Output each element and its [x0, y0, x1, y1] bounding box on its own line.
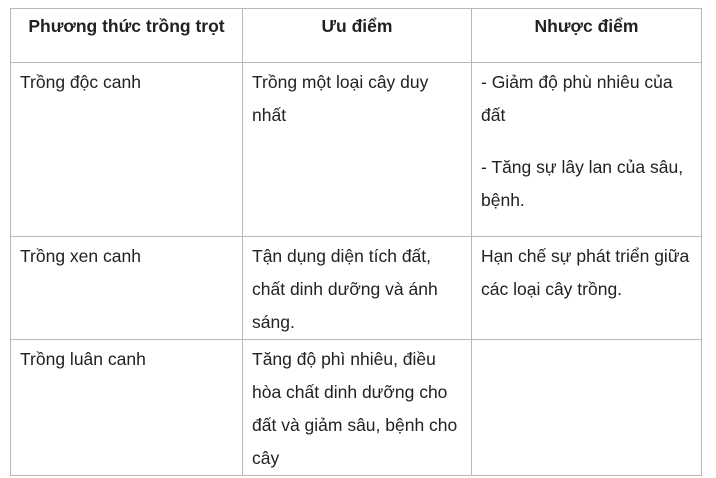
disadvantage-cell [472, 237, 702, 340]
method-cell: Trồng luân canh [11, 340, 243, 476]
table-row [11, 63, 702, 237]
disadvantage-item: Hạn chế sự phát triển giữa các loại cây trồng. [481, 246, 690, 299]
method-cell: Trồng độc canh [11, 63, 243, 237]
advantage-cell: Tận dụng diện tích đất, chất dinh dưỡng và ánh sáng. [243, 237, 472, 340]
header-row [11, 9, 702, 63]
comparison-table [10, 8, 702, 476]
table-row [11, 340, 702, 476]
disadvantage-item: - Giảm độ phù nhiêu của đất [481, 72, 673, 125]
advantage-cell: Trồng một loại cây duy nhất [243, 63, 472, 237]
header-method: Phương thức trồng trọt [11, 9, 243, 63]
header-advantage: Ưu điểm [243, 9, 472, 63]
header-disadvantage: Nhược điểm [472, 9, 702, 63]
method-cell: Trồng xen canh [11, 237, 243, 340]
disadvantage-cell [472, 340, 702, 476]
disadvantage-item: - Tăng sự lây lan của sâu, bệnh. [481, 157, 684, 210]
disadvantage-cell [472, 63, 702, 237]
table-row [11, 237, 702, 340]
advantage-cell: Tăng độ phì nhiêu, điều hòa chất dinh dưỡng cho đất và giảm sâu, bệnh cho cây [243, 340, 472, 476]
